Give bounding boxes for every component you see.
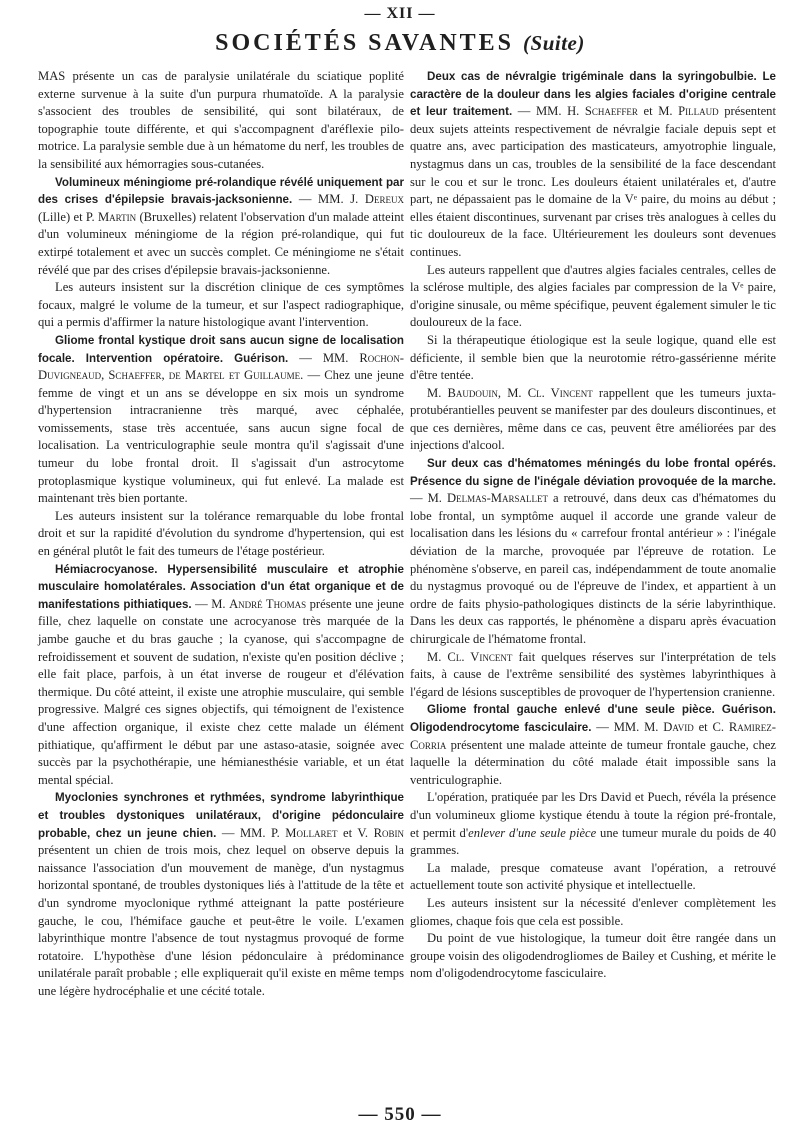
paragraph-text: présentent deux sujets atteints respectivement de névralgie faciale depuis sept et quatre ans, avec participation des masticateurs, amyotrophie linguale, nystagmus dans un cas, troubles de la sensibilité de la face descendant sur le cou et sur le tronc. Les douleurs étaient unilatérales et, d'autre part, ne dépassaient pas le domaine de la Vᵉ paire, du moins au début ; elles étaient discontinues, survenant par crises très analogues à celles du tic douloureux de la face. Ultérieurement les douleurs sont devenues continues. — [410, 104, 776, 259]
paragraph-text: — MM. M. — [591, 719, 664, 734]
emphasis-text: enlever d'une seule pièce — [468, 825, 597, 840]
author-name: MAS — [38, 69, 66, 83]
paragraph-text: — MM. P. — [216, 825, 286, 840]
paragraph-text: , M. — [497, 385, 528, 400]
author-name: Cl. Vincent — [447, 649, 513, 664]
author-name: Martin — [97, 209, 137, 224]
paragraph-text: (Lille) et P. — [38, 209, 98, 224]
paragraph-text: présente une jeune fille, chez laquelle on constate une acrocyanose très marquée de la jambe gauche et du bras gauche ; la cyanose, qui s'accompagne de refroidissement et souvent de sudation, n'existe qu'en position déclive ; elle fait place, parfois, à un état inverse de rougeur et d'élévation thermique. Du côté atteint, il existe une atrophie musculaire, qui semble progressive. Malgré ces signes objectifs, qui témoignent de l'existence d'une affection organique, il existe chez cette malade un élément pithiatique, qu'affirment le début par une astaso-atasie, soignée avec succès par la psychothérapie, une hémianesthésie variable, et un état mental spécial. — [38, 596, 404, 787]
article-title: Volumineux méningiome pré-rolandique révélé uniquement par des crises d'épilepsie bravais-jacksonienne. — [38, 175, 404, 207]
author-name: Baudouin — [447, 385, 498, 400]
article-title: Hémiacrocyanose. Hypersensibilité musculaire et atrophie musculaire homolatérales. Association d'un état organique et de manifestations pithiatiques. — [38, 562, 404, 611]
paragraph: Si la thérapeutique étiologique est la seule logique, quand elle est déficiente, il semble bien que la neurotomie rétro-gassérienne mérite d'être tentée. — [410, 332, 776, 383]
paragraph-text: et V. — [337, 825, 374, 840]
paragraph — [410, 789, 776, 859]
paragraph-text: une tumeur murale du poids de 40 grammes. — [410, 825, 777, 858]
author-name: Robin — [373, 825, 404, 840]
paragraph — [410, 68, 776, 262]
author-name: Cl. Vincent — [527, 385, 593, 400]
paragraph-text: présentent une malade atteinte de tumeur frontale gauche, chez laquelle la détermination du côté malade était impossible sans la ventriculographie. — [410, 737, 776, 787]
paragraph — [38, 174, 404, 280]
article-title: Gliome frontal gauche enlevé d'une seule pièce. Guérison. Oligodendrocytome fasciculaire. — [410, 703, 776, 734]
paragraph-text: présentent un chien de trois mois, chez lequel on observe depuis la naissance l'association d'un mouvement de manège, d'un nystagmus horizontal spontané, de troubles dystoniques liés à l'attitude de la tête et d'un syndrome myoclonique rythmé atteignant la patte postérieure gauche, le cou, l'hémiface gauche et peut-être le voile. L'examen labyrinthique montre l'absence de tout nystagmus provoqué de forme rotatoire. L'hypothèse d'une lésion pédonculaire à prédominance unilatérale paraît probable ; elle expliquerait qu'il existe en même temps une légère hydrocéphalie et une cécité totale. — [38, 843, 404, 998]
paragraph-text: et M. — [637, 104, 679, 119]
paragraph: Les auteurs insistent sur la tolérance remarquable du lobe frontal droit et sur la rapidité d'évolution du syndrome d'hypertension, qui est en général plutôt le fait des tumeurs de l'étage postérieur. — [38, 508, 404, 559]
author-name: Schaeffer — [584, 104, 638, 119]
paragraph-text: M. — [427, 385, 448, 400]
paragraph-text: — MM. H. — [512, 104, 585, 119]
author-name: Ramirez-Corria — [410, 719, 776, 752]
section-suffix: (Suite) — [523, 31, 585, 55]
left-column — [38, 68, 404, 1000]
paragraph: Les auteurs rappellent que d'autres algies faciales centrales, celles de la sclérose multiple, des algies faciales par compression de la Vᵉ paire, d'origine sinusale, ou même spécifique, peuvent également simuler le tic douloureux de la face. — [410, 262, 776, 330]
paragraph-text: (Bruxelles) relatent l'observation d'un malade atteint d'un volumineux méningiome de la région pré-rolandique, qui fut extirpé totalement et avec un succès complet. Ce méningiome ne s'était révélé que par des crises d'épilepsie bravais-jacksonienne. — [38, 209, 404, 277]
paragraph-text: M. — [427, 649, 448, 664]
paragraph — [410, 649, 776, 702]
paragraph-text: — M. — [191, 596, 230, 611]
article-title: Myoclonies synchrones et rythmées, syndrome labyrinthique et troubles dystoniques unilatéraux, d'origine pédonculaire probable, chez un jeune chien. — [38, 791, 404, 840]
paragraph — [38, 789, 404, 1000]
author-name: Mollaret — [285, 825, 338, 840]
paragraph-text: présente un cas de paralysie unilatérale du sciatique poplité externe survenue à la suite d'un purpura rhumatoïde. A la paralysie s'associent des troubles de sensibilité, qui sont bilatéraux, de topographie toute différente, et qui s'accompagnent d'aréflexie pilo-motrice. La paralysie semble due à un hématome du nerf, les troubles de la sensibilité aux hémorragies sous-cutanées. — [38, 69, 404, 171]
right-column — [410, 68, 776, 983]
paragraph: Du point de vue histologique, la tumeur doit être rangée dans un groupe voisin des oligodendrogliomes de Bailey et Cushing, et mérite le nom d'oligodendrocytome fasciculaire. — [410, 931, 776, 981]
author-name: Dereux — [364, 192, 404, 207]
paragraph: Les auteurs insistent sur la discrétion clinique de ces symptômes focaux, malgré le volume de la tumeur, et sur l'aspect radiographique, qui a permis d'affirmer la nature histologique avant l'intervention. — [38, 280, 404, 330]
author-name: Delmas-Marsallet — [446, 491, 548, 506]
author-name: Pillaud — [678, 104, 719, 119]
section-heading — [0, 24, 800, 62]
paragraph-text: — MM. — [288, 350, 360, 365]
paragraph: Les auteurs insistent sur la nécessité d'enlever complètement les gliomes, chaque fois que cela est possible. — [410, 895, 776, 928]
paragraph-text: — MM. J. — [292, 192, 365, 207]
author-name: Rochon-Duvigneaud, Schaeffer, de Martel et Guillaume — [38, 350, 404, 383]
paragraph — [410, 701, 776, 789]
author-name: André Thomas — [229, 596, 307, 611]
author-name: David — [663, 719, 694, 734]
page-number-bottom: — 550 — — [358, 1104, 442, 1125]
article-title: Sur deux cas d'hématomes méningés du lobe frontal opérés. Présence du signe de l'inégale déviation provoquée de la marche. — [410, 457, 776, 488]
paragraph — [410, 455, 776, 649]
paragraph-text: . — Chez une jeune femme de vingt et un ans se développe en six mois un syndrome d'hypertension intracranienne très marqué, avec céphalée, vomissements, stase très accentuée, sans aucun signe focal de localisation. La ventriculographie seule montra qu'il s'agissait d'une tumeur du lobe frontal droit. Il s'agissait d'un astrocytome protoplasmique kystique volumineux, qui fut enlevé. La malade est maintenant très bien portante. — [38, 368, 404, 506]
paragraph — [38, 332, 404, 508]
paragraph-text: et C. — [693, 719, 729, 734]
article-title: Gliome frontal kystique droit sans aucun signe de localisation focale. Intervention opératoire. Guérison. — [38, 333, 404, 365]
page-number-top: — XII — — [364, 5, 436, 22]
paragraph-text: a retrouvé, dans deux cas d'hématomes du lobe frontal, un symptôme auquel il accorde une grande valeur de localisation dans les lésions du « carrefour frontal antérieur » : l'inégale déviation de la marche, provoquée par l'épreuve de rotation. Le phénomène s'observe, en pareil cas, indépendamment de toute anomalie du nystagmus provoqué ou de l'épreuve de l'index, et appartient à un ordre de faits physio-pathologiques distincts de la série labyrinthique. Dans les deux cas rapportés, le phénomène a disparu après évacuation chirurgicale de l'hématome frontal. — [410, 491, 776, 646]
paragraph-text: — M. — [410, 491, 447, 506]
paragraph-text: rappellent que les tumeurs juxta-protubérantielles peuvent se manifester par des douleurs discontinues, et que ces dernières, même dans ce cas, peuvent être améliorées par des injections d'alcool. — [410, 385, 776, 453]
paragraph-text: fait quelques réserves sur l'interprétation de tels faits, à cause de l'extrême sensibilité des systèmes labyrinthiques à l'égard de lésions susceptibles de provoquer de l'hypertension cranienne. — [410, 649, 777, 699]
article-title: Deux cas de névralgie trigéminale dans la syringobulbie. Le caractère de la douleur dans les algies faciales d'origine centrale et leur traitement. — [410, 70, 776, 119]
paragraph: La malade, presque comateuse avant l'opération, a retrouvé actuellement toute son activité physique et intellectuelle. — [410, 860, 776, 893]
section-title: SOCIÉTÉS SAVANTES — [215, 30, 515, 56]
paragraph — [410, 385, 776, 455]
paragraph — [38, 561, 404, 790]
paragraph — [38, 68, 404, 174]
paragraph-text: L'opération, pratiquée par les Drs David et Puech, révéla la présence d'un volumineux gliome kystique étendu à toute la région pré-frontale, et permit d' — [410, 790, 776, 840]
